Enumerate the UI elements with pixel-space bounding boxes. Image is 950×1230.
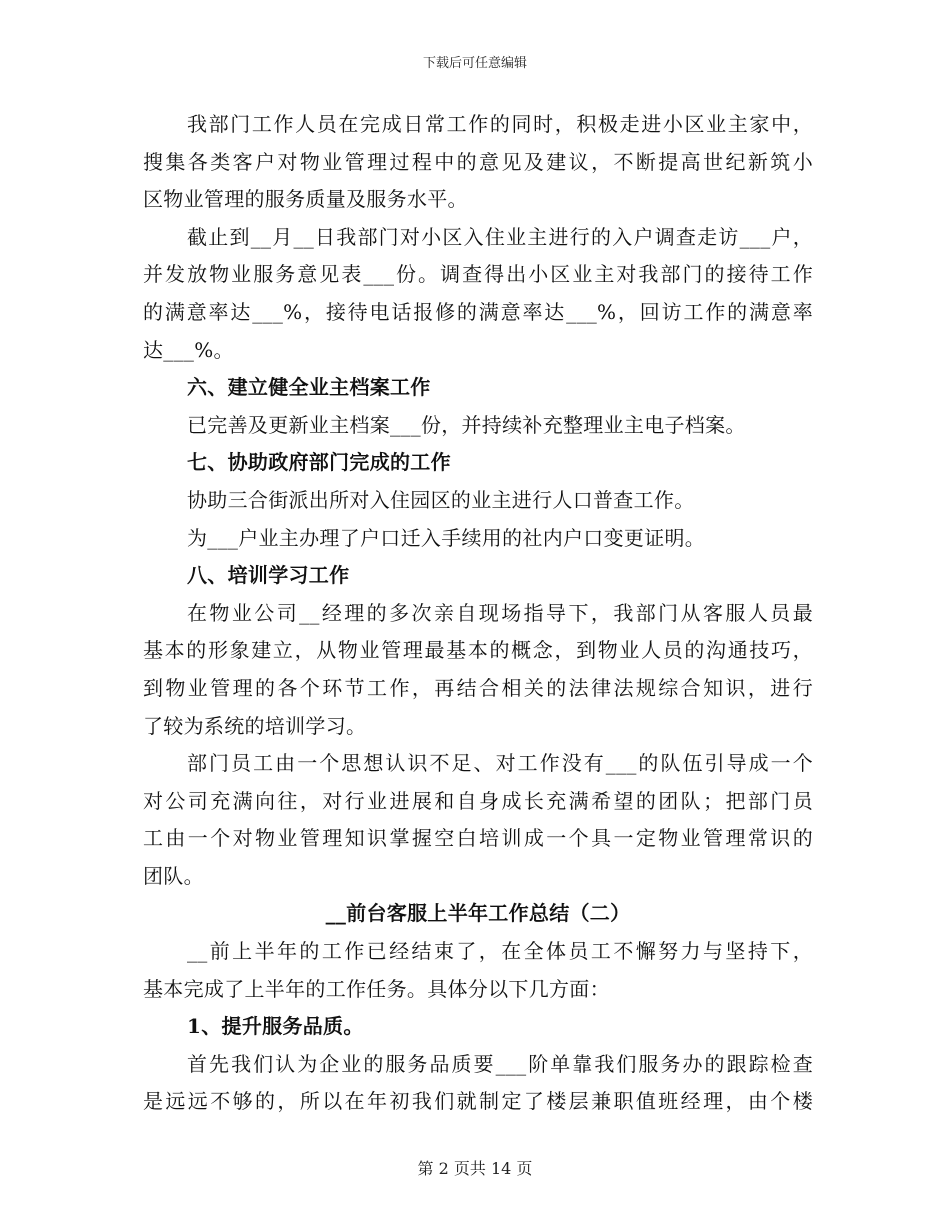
text-line: 首先我们认为企业的服务品质要___阶单靠我们服务办的跟踪检查 <box>187 1051 813 1076</box>
section-heading: 八、培训学习工作 <box>187 563 350 588</box>
text-line: 对公司充满向往，对行业进展和自身成长充满希望的团队；把部门员 <box>143 788 813 813</box>
page-footer: 第 2 页共 14 页 <box>417 1159 533 1178</box>
text-line: 我部门工作人员在完成日常工作的同时，积极走进小区业主家中， <box>187 112 813 136</box>
text-line: 搜集各类客户对物业管理过程中的意见及建议，不断提高世纪新筑小 <box>143 149 813 174</box>
text-line: 基本完成了上半年的工作任务。具体分以下几方面： <box>143 976 610 1001</box>
text-line: 到物业管理的各个环节工作，再结合相关的法律法规综合知识，进行 <box>143 675 813 700</box>
text-line: 为___户业主办理了户口迁入手续用的社内户口变更证明。 <box>187 525 706 550</box>
text-line: 的满意率达___%，接待电话报修的满意率达___%，回访工作的满意率 <box>143 299 813 324</box>
text-line: 是远远不够的，所以在年初我们就制定了楼层兼职值班经理，由个楼 <box>143 1089 813 1114</box>
text-line: 已完善及更新业主档案___份，并持续补充整理业主电子档案。 <box>187 412 746 437</box>
text-line: 在物业公司__经理的多次亲自现场指导下，我部门从客服人员最 <box>187 600 813 625</box>
section-heading: 1、提升服务品质。 <box>187 1014 364 1039</box>
text-line: 区物业管理的服务质量及服务水平。 <box>143 187 468 212</box>
text-line: 达___%。 <box>143 337 234 362</box>
section-heading: __前台客服上半年工作总结（二） <box>325 901 631 926</box>
text-line: 截止到__月__日我部门对小区入住业主进行的入户调查走访___户， <box>187 224 813 249</box>
text-line: 基本的形象建立，从物业管理最基本的概念，到物业人员的沟通技巧， <box>143 638 813 663</box>
text-line: 了较为系统的培训学习。 <box>143 713 367 738</box>
text-line: __前上半年的工作已经结束了，在全体员工不懈努力与坚持下， <box>187 939 813 964</box>
section-heading: 七、协助政府部门完成的工作 <box>187 450 451 475</box>
text-line: 工由一个对物业管理知识掌握空白培训成一个具一定物业管理常识的 <box>143 826 813 851</box>
text-line: 协助三合街派出所对入住园区的业主进行人口普查工作。 <box>187 487 695 512</box>
text-line: 团队。 <box>143 863 204 888</box>
document-body <box>143 106 813 1121</box>
text-line: 部门员工由一个思想认识不足、对工作没有___的队伍引导成一个 <box>187 751 813 776</box>
section-heading: 六、建立健全业主档案工作 <box>187 375 431 400</box>
page-header: 下载后可任意编辑 <box>422 56 527 71</box>
text-line: 并发放物业服务意见表___份。调查得出小区业主对我部门的接待工作 <box>143 262 813 287</box>
